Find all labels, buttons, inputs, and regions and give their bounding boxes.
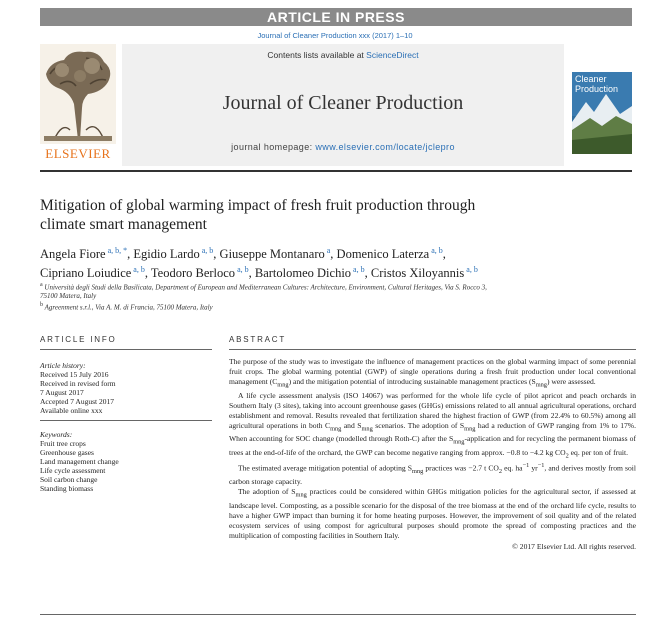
history-item: Received 15 July 2016	[40, 370, 109, 379]
author-name[interactable]: Domenico Laterza	[336, 247, 430, 262]
keyword-item: Life cycle assessment	[40, 466, 106, 475]
author-sep: ,	[364, 266, 371, 281]
abstract-text: The estimated average mitigation potential of adopting S	[238, 463, 413, 473]
abstract-text: A life cycle assessment analysis (ISO 14067) was performed for the whole life cycle of pilot apricot and peach orchards in Southern Italy (3 sites), taking into account greenhouse gases (GHGs) emissions related to all annual agricultural operations, orchard establishment and removal. Results revealed that fertilization shared the highest fraction of GWP (from 22.4% to 60.5%) among all agricultural operations in both C	[229, 390, 636, 430]
affiliation-a	[40, 281, 600, 301]
elsevier-wordmark: ELSEVIER	[45, 146, 111, 161]
abstract-superscript: −1	[522, 462, 530, 470]
author-name[interactable]: Egidio Lardo	[133, 247, 200, 262]
author-name[interactable]: Cristos Xiloyannis	[370, 266, 465, 281]
journal-homepage-link[interactable]: www.elsevier.com/locate/jclepro	[315, 142, 455, 152]
abstract-paragraph-3	[229, 461, 636, 487]
keyword-item: Soil carbon change	[40, 475, 98, 484]
journal-cover-image	[572, 72, 632, 154]
elsevier-tree-logo	[40, 44, 116, 154]
abstract-paragraph-4	[229, 487, 636, 541]
keyword-item: Greenhouse gases	[40, 448, 94, 457]
header-rule	[40, 170, 632, 172]
cover-title-line-2: Production	[575, 83, 619, 94]
abstract-text: had a reduction of GWP ranging from 1% to 17%. When accounting for SOC change (modelled through Roth-C) after the S	[229, 420, 637, 444]
author-name[interactable]: Bartolomeo Dichio	[254, 266, 352, 281]
history-item: Received in revised form	[40, 379, 116, 388]
author-sep: ,	[127, 247, 134, 262]
abstract-text: practices was −2.7 t CO	[423, 463, 499, 473]
author-affil-mark[interactable]: a, b	[131, 265, 145, 275]
abstract-subscript: mng	[277, 381, 289, 389]
author-name[interactable]: Cipriano Loiudice	[40, 266, 132, 281]
contents-list-line	[122, 50, 564, 60]
abstract-subscript: mng	[535, 381, 547, 389]
abstract-text: yr	[529, 463, 538, 473]
abstract-text: practices could be considered within GHGs mitigation policies for the agricultural sector, if assessed at landscape level. Composting, as a possible scenario for the disposal of the tree biomass at the end of the orchard life cycle, results to have a higher GWP impact than burning it for home heating purposes. However, the improvement of soil quality and of the related ecosystem services of using compost for agricultural purposes should promote the spread of composting practices and the multiplication of composting facilities in Southern Italy.	[229, 487, 637, 540]
cover-title-line-1: Cleaner	[575, 74, 607, 84]
article-info-rule	[40, 349, 212, 350]
abstract-body	[229, 357, 636, 552]
article-history-label: Article history:	[40, 361, 86, 370]
abstract-subscript: mng	[361, 425, 373, 433]
author-line-2	[40, 266, 478, 280]
article-title	[40, 196, 600, 234]
affiliation-b	[40, 301, 600, 312]
keyword-item: Fruit tree crops	[40, 439, 86, 448]
keyword-item: Standing biomass	[40, 484, 94, 493]
affil-b-text: Agreenment s.r.l., Via A. M. di Francia, 75100 Matera, Italy	[43, 303, 213, 312]
abstract-subscript: mng	[464, 425, 476, 433]
abstract-text: and S	[341, 420, 362, 430]
author-affil-mark[interactable]: a, b, *	[105, 246, 128, 255]
article-title-line-1: Mitigation of global warming impact of fresh fruit production through	[40, 197, 476, 214]
bottom-rule	[40, 614, 636, 615]
journal-masthead	[122, 44, 564, 166]
article-history	[40, 361, 210, 415]
history-item: Available online xxx	[40, 406, 103, 415]
history-item: Accepted 7 August 2017	[40, 397, 114, 406]
author-affil-mark[interactable]: a, b	[351, 265, 365, 275]
abstract-text: scenarios. The adoption of S	[372, 420, 465, 430]
copyright-notice: © 2017 Elsevier Ltd. All rights reserved.	[512, 541, 636, 551]
journal-citation-link[interactable]: Journal of Cleaner Production xxx (2017) 1–10	[257, 31, 413, 40]
abstract-text: ) were assessed.	[546, 377, 596, 386]
author-name[interactable]: Giuseppe Montanaro	[219, 247, 325, 262]
journal-header	[40, 44, 632, 166]
author-list	[40, 243, 600, 281]
abstract-subscript: 2	[498, 468, 503, 476]
abstract-subscript: 2	[565, 452, 569, 460]
author-line-1	[40, 247, 446, 261]
author-affil-mark[interactable]: a, b	[464, 265, 478, 275]
article-in-press-banner: ARTICLE IN PRESS	[40, 8, 632, 26]
keywords-label: Keywords:	[40, 430, 73, 439]
homepage-prefix: journal homepage:	[231, 142, 316, 152]
author-sep: ,	[213, 247, 220, 262]
abstract-heading: ABSTRACT	[229, 335, 287, 344]
article-info-heading: ARTICLE INFO	[40, 335, 117, 344]
abstract-subscript: mng	[295, 491, 307, 499]
abstract-text: eq. ha	[502, 463, 523, 473]
keywords-rule	[40, 420, 212, 421]
abstract-paragraph-2	[229, 391, 636, 462]
author-sep: ,	[442, 247, 446, 262]
keywords-list	[40, 430, 210, 493]
contents-prefix: Contents lists available at	[267, 50, 367, 60]
abstract-subscript: mng	[453, 438, 465, 446]
abstract-subscript: mng	[330, 425, 342, 433]
journal-title: Journal of Cleaner Production	[222, 92, 464, 114]
abstract-rule	[229, 349, 636, 350]
abstract-text: , and derives mostly from soil carbon storage capacity.	[229, 463, 637, 487]
author-sep: ,	[248, 266, 255, 281]
abstract-text: The adoption of S	[238, 487, 296, 497]
author-sep: ,	[330, 247, 337, 262]
affil-a-line-1: Università degli Studi della Basilicata, Department of European and Mediterranean Cultures: Architecture, Environment, Cultural Heritages, Via S. Rocco 3,	[42, 283, 487, 292]
abstract-subscript: mng	[412, 468, 424, 476]
affil-b-mark: b	[40, 302, 43, 308]
keyword-item: Land management change	[40, 457, 119, 466]
cover-title	[575, 75, 618, 94]
article-title-line-2: climate smart management	[40, 216, 207, 233]
author-affil-mark[interactable]: a, b	[429, 246, 443, 255]
abstract-text: ) and the mitigation potential of introducing sustainable management practices (S	[288, 377, 536, 386]
author-affil-mark[interactable]: a	[324, 246, 331, 255]
abstract-text: The purpose of the study was to investigate the influence of management practices on the global warming impact of some perennial fruit crops. The global warming potential (GWP) of single operations during a fresh fruit production under local conventional management (C	[229, 357, 636, 386]
author-sep: ,	[144, 266, 151, 281]
author-affil-mark[interactable]: a, b	[235, 265, 249, 275]
abstract-paragraph-1	[229, 357, 636, 391]
abstract-text: -application and for recycling the permanent biomass of trees at the end-of-life of the orchard, the GWP can become negative ranging from approx. −0.8 to −4.2 kg CO	[229, 434, 636, 457]
author-name[interactable]: Teodoro Berloco	[150, 266, 236, 281]
history-item: 7 August 2017	[40, 388, 84, 397]
author-affil-mark[interactable]: a, b	[199, 246, 214, 255]
author-name[interactable]: Angela Fiore	[40, 247, 106, 262]
sciencedirect-link[interactable]: ScienceDirect	[366, 50, 419, 60]
abstract-superscript: −1	[537, 462, 545, 470]
journal-homepage-line	[122, 142, 564, 152]
abstract-text: eq. per ton of fruit.	[568, 447, 629, 457]
affil-a-mark: a	[40, 282, 43, 288]
affil-a-line-2: 75100 Matera, Italy	[40, 292, 97, 301]
